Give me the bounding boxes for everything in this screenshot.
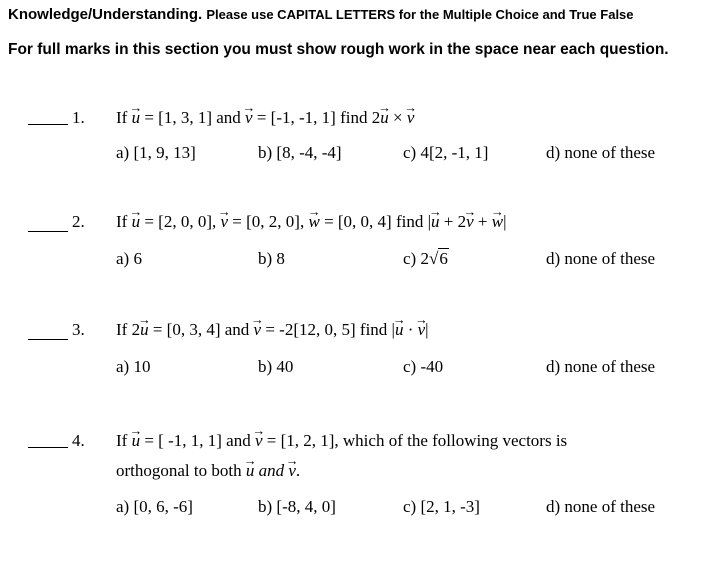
q4-line2-and: and [258,461,285,480]
choice-2c-radicand: 6 [439,249,448,268]
header-title-bold: Knowledge/Understanding. [8,6,203,23]
choice-2a: a) 6 [116,249,142,268]
answer-blank-4[interactable] [28,447,68,448]
answer-blank-1[interactable] [28,124,68,125]
question-text-4-line2: orthogonal to both → u and → v. [116,461,300,481]
question-number-3: 3. [72,320,85,339]
choice-1a: a) [1, 9, 13] [116,143,196,162]
header-title [8,6,634,23]
choice-2c-prefix: c) 2 [403,249,429,268]
choice-4d: d) none of these [546,497,656,516]
choice-2d: d) none of these [546,249,656,268]
choice-3b: b) 40 [258,357,294,376]
q4-line2-prefix: orthogonal to both [116,461,242,480]
choice-2c [403,249,449,269]
question-text-4: If → u = [ -1, 1, 1] and → v = [1, 2, 1], which of the following vectors is [116,431,567,451]
question-text-3: If 2→ u = [0, 3, 4] and → v = -2[12, 0, 5] find |→ u · → v| [116,320,429,340]
question-text-1: If → u = [1, 3, 1] and → v = [-1, -1, 1] find 2→ u × → v [116,108,414,128]
choice-1b: b) [8, -4, -4] [258,143,342,162]
choice-1d: d) none of these [546,143,656,162]
question-number-4: 4. [72,431,85,450]
question-text-2: If → u = [2, 0, 0], → v = [0, 2, 0], → w = [0, 0, 4] find |→ u + 2→ v + → w| [116,212,507,232]
choice-2b: b) 8 [258,249,285,268]
answer-blank-3[interactable] [28,339,68,340]
choice-4a: a) [0, 6, -6] [116,497,193,516]
header-subtitle: For full marks in this section you must show rough work in the space near each question. [8,41,669,58]
choice-3c: c) -40 [403,357,444,376]
question-number-2: 2. [72,212,85,231]
sqrt-symbol: √6 [428,249,448,268]
choice-1c: c) 4[2, -1, 1] [403,143,489,162]
choice-3d: d) none of these [546,357,656,376]
question-number-1: 1. [72,108,85,127]
answer-blank-2[interactable] [28,231,68,232]
choice-4c: c) [2, 1, -3] [403,497,480,516]
header-instructions: Please use CAPITAL LETTERS for the Multiple Choice and True False [206,7,634,22]
choice-3a: a) 10 [116,357,151,376]
choice-4b: b) [-8, 4, 0] [258,497,336,516]
